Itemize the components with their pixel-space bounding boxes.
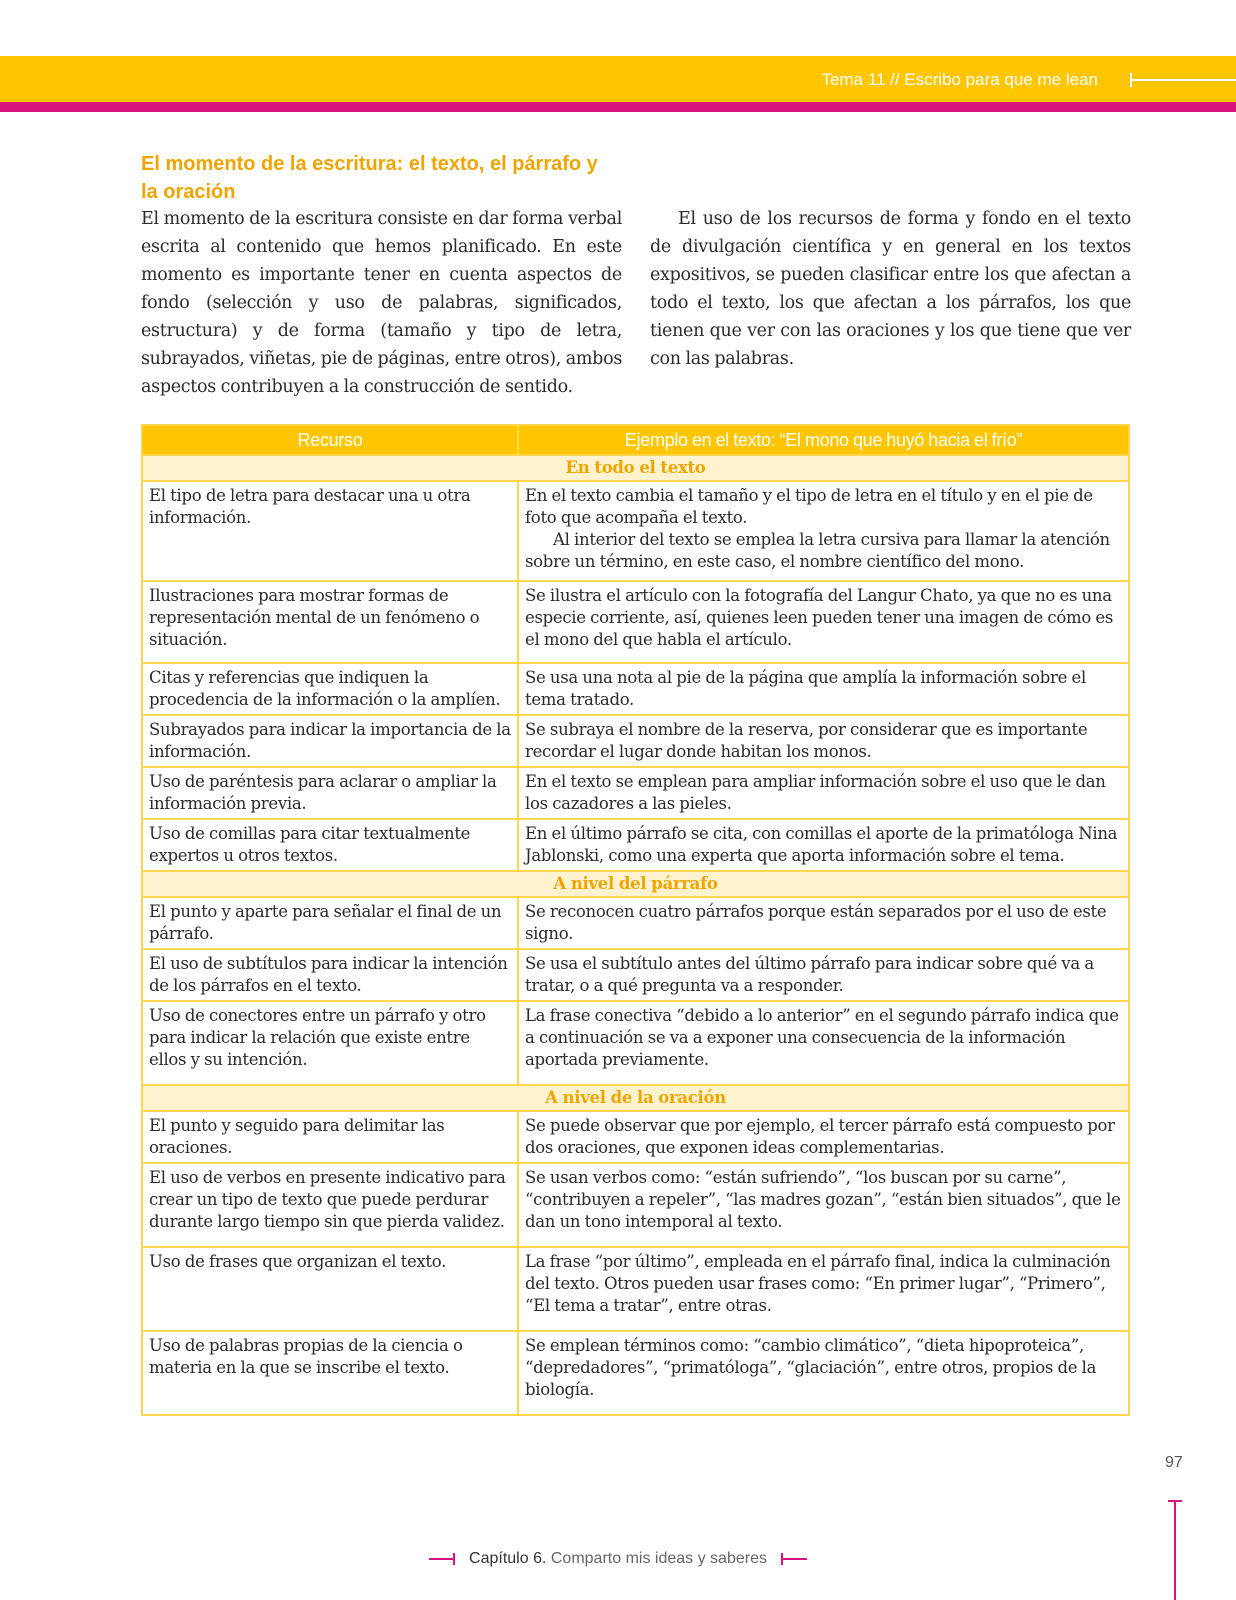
ejemplo-text: En el texto cambia el tamaño y el tipo de letra en el título y en el pie de foto que acompaña el texto.: [525, 486, 1093, 527]
recurso-cell: El punto y aparte para señalar el final de un párrafo.: [142, 897, 518, 949]
recurso-cell: El uso de subtítulos para indicar la intención de los párrafos en el texto.: [142, 949, 518, 1001]
recurso-cell: Uso de conectores entre un párrafo y otro para indicar la relación que existe entre ellos y su intención.: [142, 1001, 518, 1085]
section-heading: El momento de la escritura: el texto, el párrafo y la oración: [141, 153, 598, 203]
recurso-cell: El punto y seguido para delimitar las oraciones.: [142, 1111, 518, 1163]
ejemplo-cell: Se usa una nota al pie de la página que amplía la información sobre el tema tratado.: [518, 663, 1129, 715]
header-recurso: Recurso: [142, 425, 518, 455]
recurso-cell: El tipo de letra para destacar una u otra información.: [142, 481, 518, 581]
ejemplo-text-2: Al interior del texto se emplea la letra cursiva para llamar la atención sobre un término, en este caso, el nombre científico del mono.: [525, 530, 1110, 571]
ejemplo-cell: Se subraya el nombre de la reserva, por considerar que es importante recordar el lugar donde habitan los monos.: [518, 715, 1129, 767]
recurso-cell: Ilustraciones para mostrar formas de representación mental de un fenómeno o situación.: [142, 581, 518, 663]
header-rule: [1130, 79, 1236, 81]
ejemplo-cell: Se usa el subtítulo antes del último párrafo para indicar sobre qué va a tratar, o a qué pregunta va a responder.: [518, 949, 1129, 1001]
section-en-todo-el-texto: En todo el texto: [142, 455, 1129, 481]
ejemplo-cell: En el último párrafo se cita, con comillas el aporte de la primatóloga Nina Jablonski, como una experta que aporta información sobre el tema.: [518, 819, 1129, 871]
ejemplo-cell: La frase conectiva “debido a lo anterior” en el segundo párrafo indica que a continuación se va a exponer una consecuencia de la información aportada previamente.: [518, 1001, 1129, 1085]
recurso-cell: Subrayados para indicar la importancia de la información.: [142, 715, 518, 767]
ejemplo-cell: Se emplean términos como: “cambio climático”, “dieta hipoproteica”, “depredadores”, “primatóloga”, “glaciación”, entre otros, propios de la biología.: [518, 1331, 1129, 1415]
header-title: Tema 11 // Escribo para que me lean: [821, 70, 1098, 89]
recurso-cell: El uso de verbos en presente indicativo para crear un tipo de texto que puede perdurar durante largo tiempo sin que pierda validez.: [142, 1163, 518, 1247]
ejemplo-cell: En el texto se emplean para ampliar información sobre el uso que le dan los cazadores a las pieles.: [518, 767, 1129, 819]
table-row: [142, 581, 1129, 663]
resources-table: [141, 424, 1130, 1416]
recurso-cell: Uso de frases que organizan el texto.: [142, 1247, 518, 1331]
ejemplo-cell: [518, 481, 1129, 581]
recurso-cell: Uso de palabras propias de la ciencia o materia en la que se inscribe el texto.: [142, 1331, 518, 1415]
ejemplo-cell: Se puede observar que por ejemplo, el tercer párrafo está compuesto por dos oraciones, que exponen ideas complementarias.: [518, 1111, 1129, 1163]
section-row: [142, 1085, 1129, 1111]
ejemplo-cell: La frase “por último”, empleada en el párrafo final, indica la culminación del texto. Otros pueden usar frases como: “En primer lugar”, “Primero”, “El tema a tratar”, entre otras.: [518, 1247, 1129, 1331]
table-row: [142, 767, 1129, 819]
header-rule-tick: [1130, 73, 1132, 87]
section-a-nivel-del-parrafo: A nivel del párrafo: [142, 871, 1129, 897]
recurso-cell: Citas y referencias que indiquen la procedencia de la información o la amplíen.: [142, 663, 518, 715]
ejemplo-cell: Se reconocen cuatro párrafos porque están separados por el uso de este signo.: [518, 897, 1129, 949]
table-header-row: [142, 425, 1129, 455]
section-row: [142, 455, 1129, 481]
table-row: [142, 715, 1129, 767]
table-row: [142, 481, 1129, 581]
ejemplo-cell: Se usan verbos como: “están sufriendo”, “los buscan por su carne”, “contribuyen a repeler”, “las madres gozan”, “están bien situados”, que le dan un tono intemporal al texto.: [518, 1163, 1129, 1247]
table-row: [142, 897, 1129, 949]
table-row: [142, 663, 1129, 715]
footer-bar-right: [781, 1558, 807, 1560]
section-a-nivel-de-la-oracion: A nivel de la oración: [142, 1085, 1129, 1111]
recurso-cell: Uso de comillas para citar textualmente expertos u otros textos.: [142, 819, 518, 871]
footer-bar-left: [429, 1558, 455, 1560]
table-row: [142, 1331, 1129, 1415]
footer-chapter-title: Comparto mis ideas y saberes: [550, 1550, 767, 1567]
table-row: [142, 1163, 1129, 1247]
ejemplo-cell: Se ilustra el artículo con la fotografía del Langur Chato, ya que no es una especie corriente, así, quienes leen pueden tener una imagen de cómo es el mono del que habla el artículo.: [518, 581, 1129, 663]
table-row: [142, 1001, 1129, 1085]
table-row: [142, 1247, 1129, 1331]
page-number: 97: [1165, 1454, 1183, 1471]
table-row: [142, 1111, 1129, 1163]
footer-chapter: Capítulo 6.: [469, 1550, 547, 1567]
intro-paragraph-right: El uso de los recursos de forma y fondo en el texto de divulgación científica y en general en los textos expositivos, se pueden clasificar entre los que afectan a todo el texto, los que afectan a los párrafos, los que tienen que ver con las oraciones y los que tiene que ver con las palabras.: [650, 209, 1131, 369]
intro-paragraph-left: El momento de la escritura consiste en dar forma verbal escrita al contenido que hemos planificado. En este momento es importante tener en cuenta aspectos de fondo (selección y uso de palabras, significados, estructura) y de forma (tamaño y tipo de letra, subrayados, viñetas, pie de páginas, entre otros), ambos aspectos contribuyen a la construcción de sentido.: [141, 209, 622, 397]
section-row: [142, 871, 1129, 897]
table-row: [142, 819, 1129, 871]
table-row: [142, 949, 1129, 1001]
header-ejemplo: Ejemplo en el texto: “El mono que huyó hacia el frío”: [518, 425, 1129, 455]
recurso-cell: Uso de paréntesis para aclarar o ampliar la información previa.: [142, 767, 518, 819]
footer: [0, 1550, 1236, 1568]
